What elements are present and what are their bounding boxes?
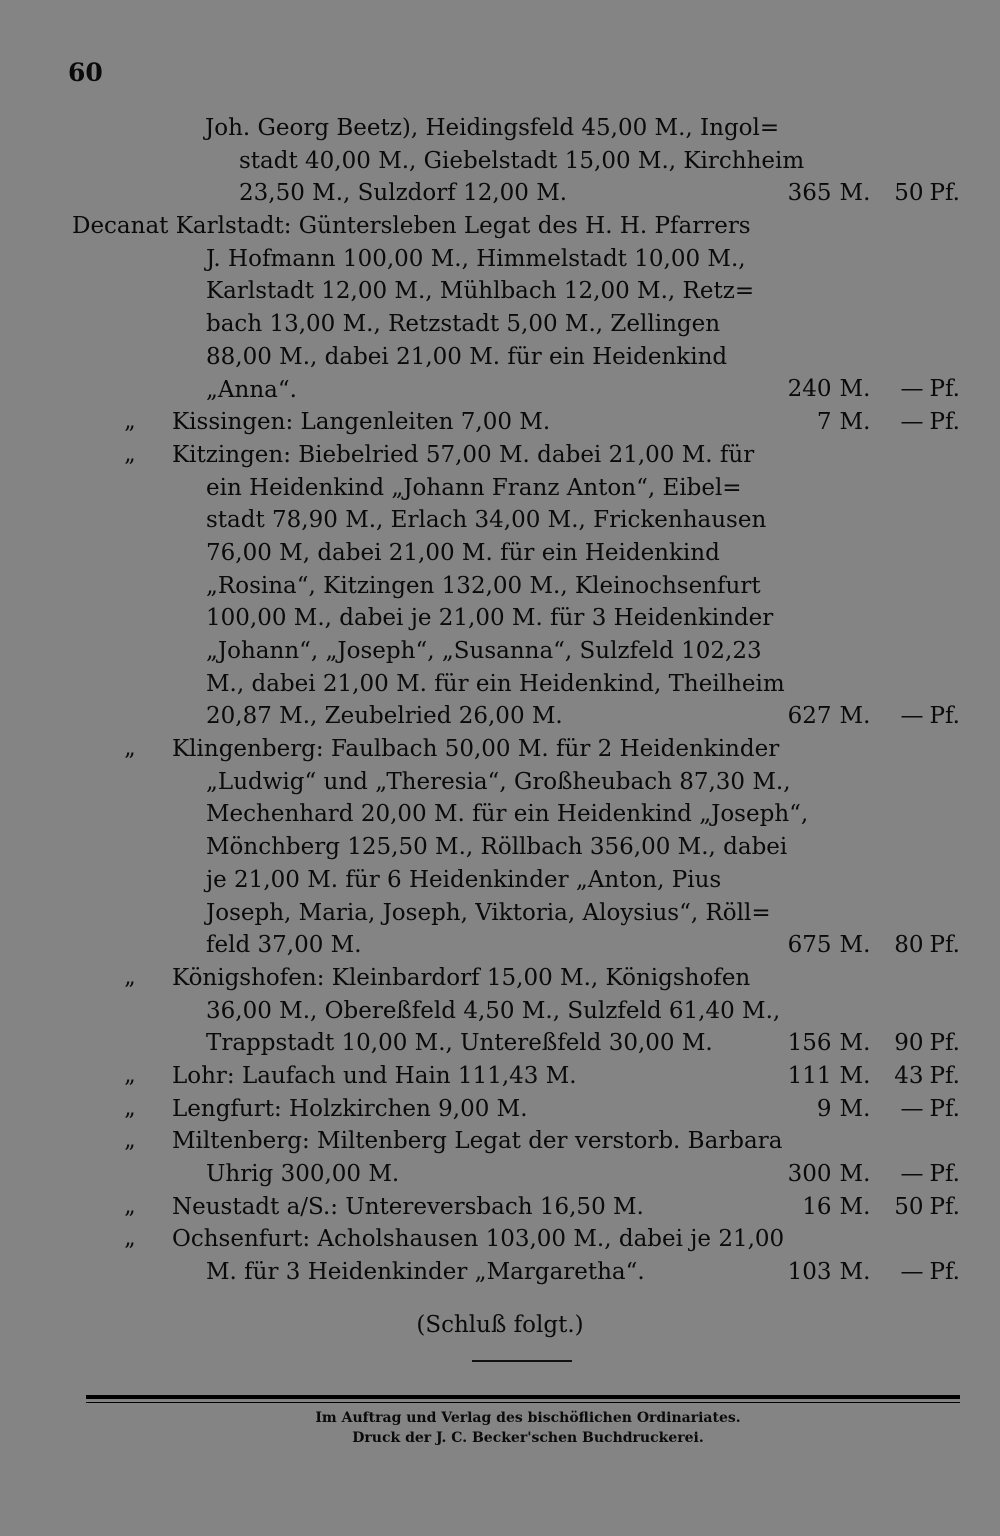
entry-line: J. Hofmann 100,00 M., Himmelstadt 10,00 M., <box>206 245 746 272</box>
total-marks: 240 <box>787 376 832 403</box>
entry-total <box>788 1060 960 1093</box>
total-marks: 365 <box>787 180 832 207</box>
total-pfennig: — <box>900 376 924 403</box>
total-pfennig: 80 <box>894 932 924 959</box>
entry <box>0 1191 1000 1224</box>
entry-line: Decanat Karlstadt: Güntersleben Legat des H. H. Pfarrers <box>72 213 751 240</box>
entry-line: Neustadt a/S.: Untereversbach 16,50 M. <box>172 1193 644 1220</box>
entry <box>0 406 1000 439</box>
entry-line: Joseph, Maria, Joseph, Viktoria, Aloysius“, Röll= <box>206 899 771 926</box>
entry-line: feld 37,00 M. <box>206 932 362 959</box>
entry-line: je 21,00 M. für 6 Heidenkinder „Anton, Pius <box>206 866 722 893</box>
total-pfennig-unit: Pf. <box>929 409 960 436</box>
total-marks-unit: M. <box>839 409 871 436</box>
entry-total <box>817 1093 960 1126</box>
total-marks-unit: M. <box>839 376 871 403</box>
total-marks-unit: M. <box>839 1193 871 1220</box>
entry-total <box>788 1158 960 1191</box>
ditto-mark: „ <box>124 409 136 435</box>
entry-total <box>817 406 960 439</box>
total-marks: 7 <box>816 409 832 436</box>
total-pfennig-unit: Pf. <box>929 1193 960 1220</box>
total-pfennig-unit: Pf. <box>929 1160 960 1187</box>
entry-line: Mechenhard 20,00 M. für ein Heidenkind „Joseph“, <box>206 801 809 828</box>
entry-line: M. für 3 Heidenkinder „Margaretha“. <box>206 1259 645 1286</box>
entry-line: Lohr: Laufach und Hain 111,43 M. <box>172 1062 577 1089</box>
entry-line: stadt 78,90 M., Erlach 34,00 M., Frickenhausen <box>206 507 767 534</box>
short-divider <box>472 1360 572 1362</box>
entry-line: 100,00 M., dabei je 21,00 M. für 3 Heidenkinder <box>206 605 774 632</box>
entry-line: „Anna“. <box>206 376 297 403</box>
entry-line: 36,00 M., Obereßfeld 4,50 M., Sulzfeld 61,40 M., <box>206 997 781 1024</box>
total-pfennig-unit: Pf. <box>929 1095 960 1122</box>
page-number: 60 <box>68 58 103 87</box>
entry <box>0 439 1000 733</box>
total-pfennig-unit: Pf. <box>929 932 960 959</box>
entry-total <box>788 1027 960 1060</box>
total-marks: 103 <box>787 1259 832 1286</box>
ditto-mark: „ <box>124 1062 136 1088</box>
total-pfennig: 90 <box>894 1030 924 1057</box>
entry-line: 20,87 M., Zeubelried 26,00 M. <box>206 703 563 730</box>
entry-line: Klingenberg: Faulbach 50,00 M. für 2 Heidenkinder <box>172 736 780 763</box>
total-marks: 9 <box>816 1095 832 1122</box>
imprint-printer: Druck der J. C. Becker'schen Buchdruckerei. <box>352 1430 704 1446</box>
entry-line: Lengfurt: Holzkirchen 9,00 M. <box>172 1095 528 1122</box>
entry-line: „Johann“, „Joseph“, „Susanna“, Sulzfeld 102,23 <box>206 638 762 664</box>
imprint-publisher: Im Auftrag und Verlag des bischöflichen Ordinariates. <box>315 1410 741 1426</box>
entry-line: 76,00 M, dabei 21,00 M. für ein Heidenkind <box>206 539 720 566</box>
entry-total <box>788 373 960 406</box>
ditto-mark: „ <box>124 1095 136 1121</box>
closing-note: (Schluß folgt.) <box>416 1312 584 1338</box>
total-marks-unit: M. <box>839 1259 871 1286</box>
footer-rule-thin <box>86 1402 960 1403</box>
total-marks: 156 <box>787 1030 832 1057</box>
footer-rule-thick <box>86 1395 960 1399</box>
entry-line: bach 13,00 M., Retzstadt 5,00 M., Zellingen <box>206 311 721 338</box>
total-pfennig-unit: Pf. <box>929 703 960 730</box>
entry <box>0 962 1000 1060</box>
entry-line: ein Heidenkind „Johann Franz Anton“, Eibel= <box>206 474 742 501</box>
total-pfennig: — <box>900 409 924 436</box>
total-marks: 675 <box>787 932 832 959</box>
entry-line: Mönchberg 125,50 M., Röllbach 356,00 M., dabei <box>206 834 788 861</box>
total-pfennig-unit: Pf. <box>929 1062 960 1089</box>
total-pfennig: — <box>900 703 924 730</box>
total-marks-unit: M. <box>839 1160 871 1187</box>
entry-line: Karlstadt 12,00 M., Mühlbach 12,00 M., Retz= <box>206 278 755 305</box>
total-pfennig-unit: Pf. <box>929 376 960 403</box>
entry-line: Ochsenfurt: Acholshausen 103,00 M., dabei je 21,00 <box>172 1226 785 1253</box>
total-marks-unit: M. <box>839 1030 871 1057</box>
total-pfennig: — <box>900 1160 924 1187</box>
ditto-mark: „ <box>124 1128 136 1154</box>
entry-line: 23,50 M., Sulzdorf 12,00 M. <box>239 180 568 207</box>
entry <box>0 1223 1000 1288</box>
total-pfennig-unit: Pf. <box>929 180 960 207</box>
ditto-mark: „ <box>124 964 136 990</box>
ditto-mark: „ <box>124 441 136 467</box>
total-marks-unit: M. <box>839 932 871 959</box>
entry-line: M., dabei 21,00 M. für ein Heidenkind, Theilheim <box>206 670 785 697</box>
entry <box>0 210 1000 406</box>
entry-line: stadt 40,00 M., Giebelstadt 15,00 M., Kirchheim <box>239 147 805 174</box>
entry <box>0 1060 1000 1093</box>
total-pfennig: 43 <box>894 1062 924 1089</box>
total-marks-unit: M. <box>839 1095 871 1122</box>
entry <box>0 112 1000 210</box>
entry-total <box>802 1191 960 1224</box>
entry-line: Miltenberg: Miltenberg Legat der verstorb. Barbara <box>172 1128 783 1155</box>
total-pfennig: 50 <box>894 1193 924 1220</box>
entry-line: Trappstadt 10,00 M., Untereßfeld 30,00 M. <box>206 1030 713 1057</box>
entries-list <box>0 112 1000 1289</box>
total-marks-unit: M. <box>839 1062 871 1089</box>
total-pfennig: — <box>900 1095 924 1122</box>
ditto-mark: „ <box>124 1193 136 1219</box>
entry <box>0 733 1000 962</box>
entry-total <box>788 700 960 733</box>
total-marks: 300 <box>787 1160 832 1187</box>
total-pfennig: 50 <box>894 180 924 207</box>
entry-total <box>788 929 960 962</box>
entry-line: Kissingen: Langenleiten 7,00 M. <box>172 409 551 436</box>
entry <box>0 1093 1000 1126</box>
entry-line: Joh. Georg Beetz), Heidingsfeld 45,00 M., Ingol= <box>205 115 780 141</box>
entry-line: Uhrig 300,00 M. <box>206 1161 400 1187</box>
total-marks: 16 <box>802 1193 832 1220</box>
total-marks: 627 <box>787 703 832 730</box>
entry-line: „Ludwig“ und „Theresia“, Großheubach 87,30 M., <box>206 768 791 795</box>
ditto-mark: „ <box>124 1226 136 1252</box>
total-pfennig-unit: Pf. <box>929 1259 960 1286</box>
total-pfennig-unit: Pf. <box>929 1030 960 1057</box>
total-marks-unit: M. <box>839 703 871 730</box>
entry-total <box>788 177 960 210</box>
entry-line: Kitzingen: Biebelried 57,00 M. dabei 21,00 M. für <box>172 441 755 468</box>
total-marks-unit: M. <box>839 180 871 207</box>
total-marks: 111 <box>787 1062 832 1089</box>
entry-line: 88,00 M., dabei 21,00 M. für ein Heidenkind <box>206 343 728 370</box>
ditto-mark: „ <box>124 736 136 762</box>
entry-line: „Rosina“, Kitzingen 132,00 M., Kleinochsenfurt <box>206 572 761 599</box>
entry <box>0 1125 1000 1190</box>
entry-total <box>788 1256 960 1289</box>
entry-line: Königshofen: Kleinbardorf 15,00 M., Königshofen <box>172 964 751 991</box>
total-pfennig: — <box>900 1259 924 1286</box>
